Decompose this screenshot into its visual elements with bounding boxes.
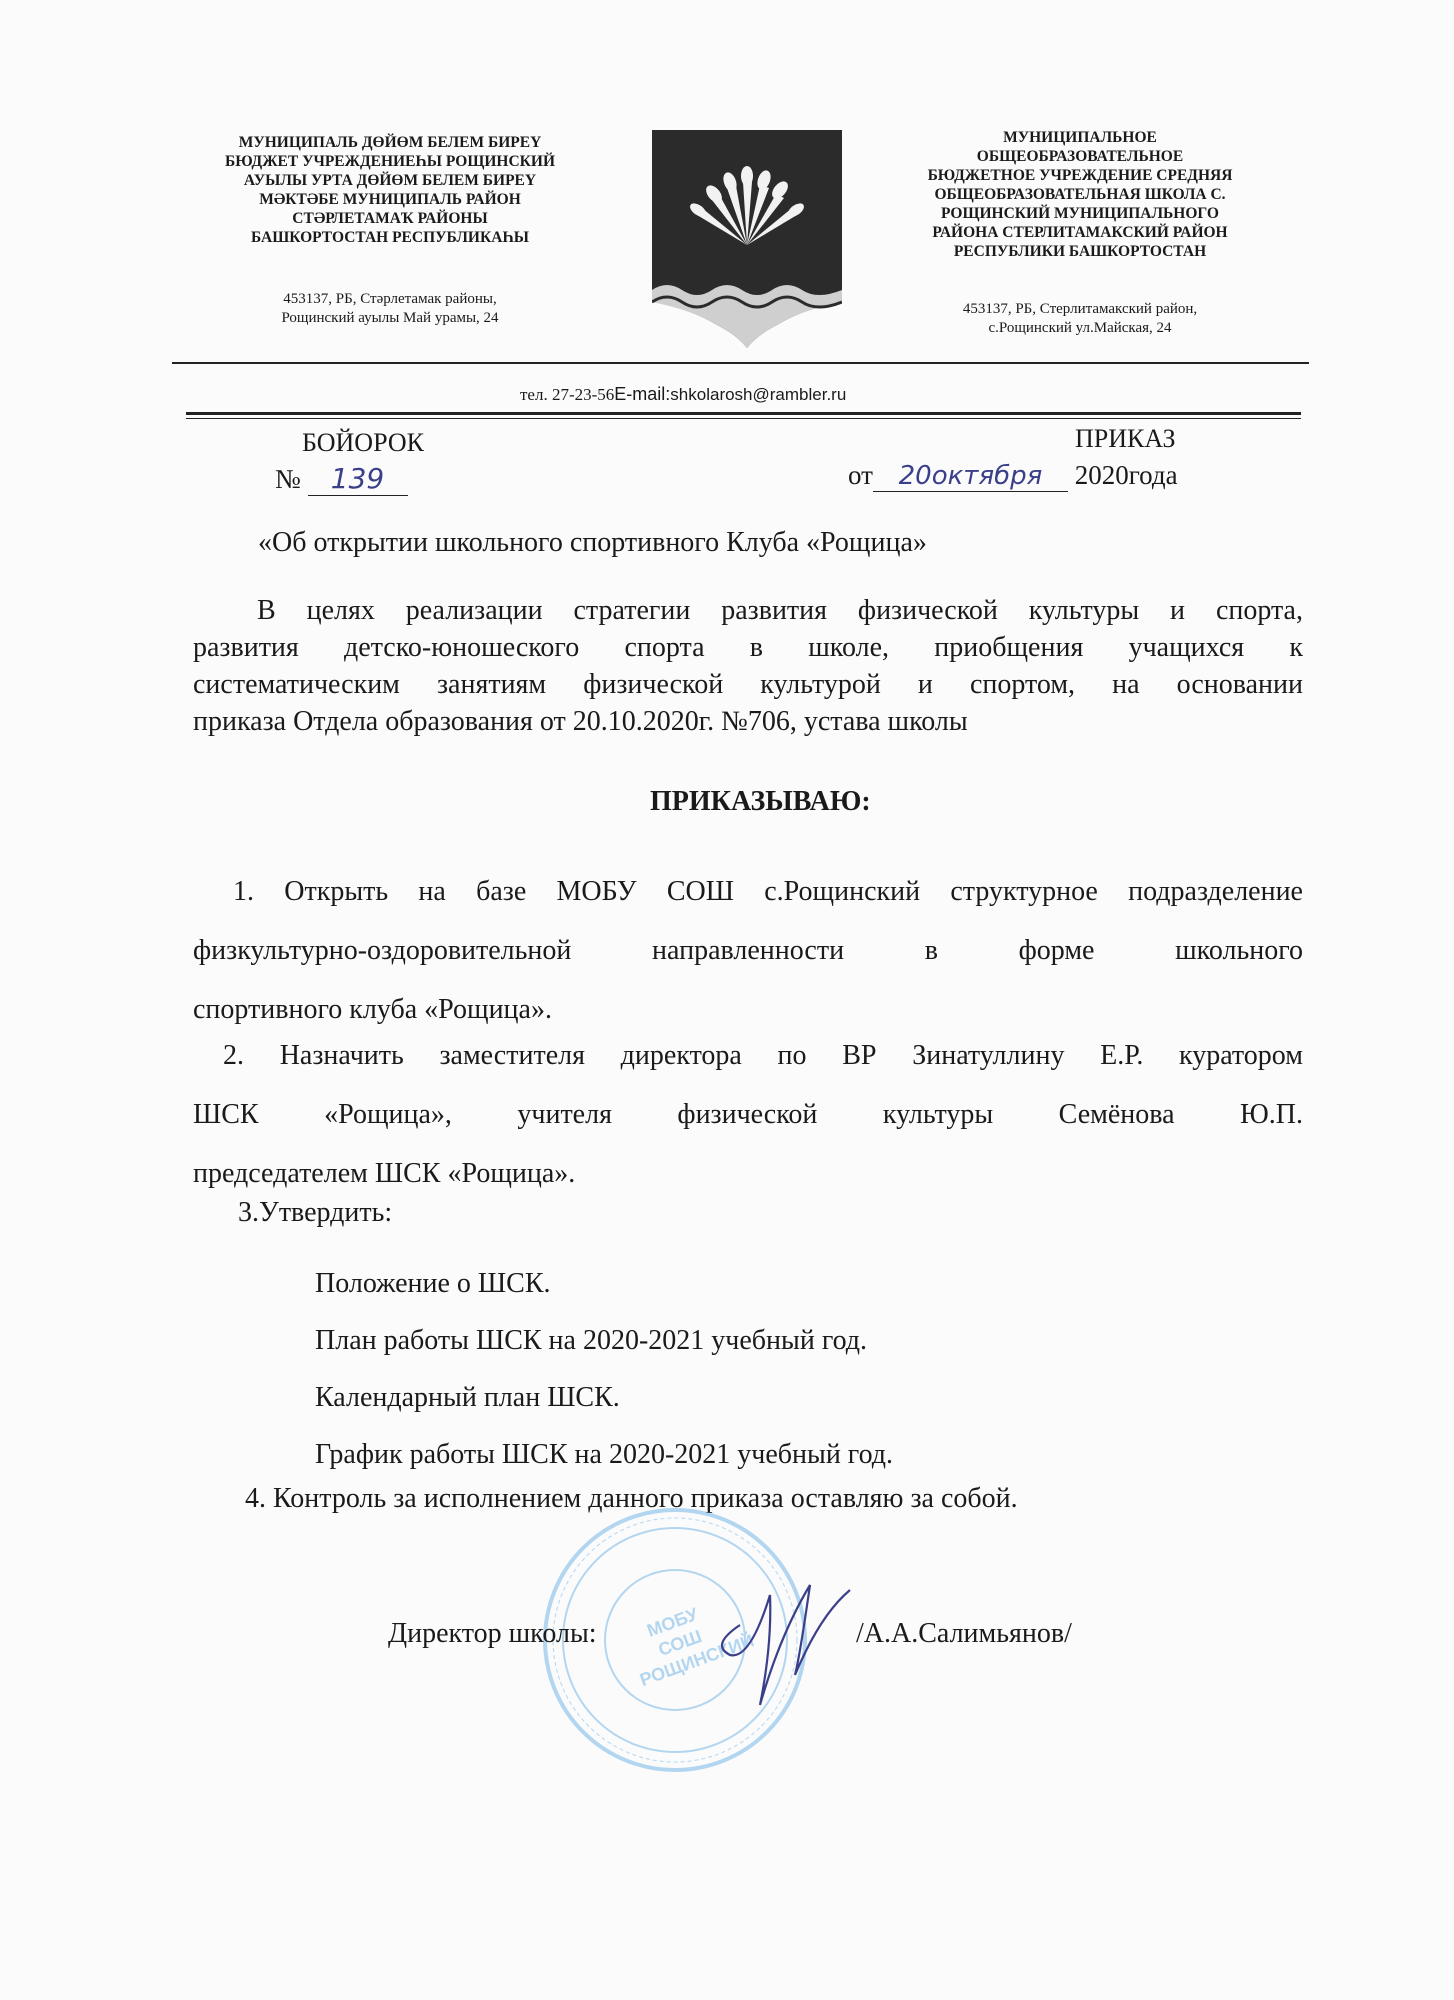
item-line: физкультурно-оздоровительной направленности в форме школьного (193, 935, 1303, 966)
header-rule-bottom-thin (186, 418, 1301, 419)
date-handwritten: 20октября (898, 461, 1043, 491)
item-line: 2. Назначить заместителя директора по ВР Зинатуллину Е.Р. куратором (223, 1040, 1303, 1071)
list-item: Календарный план ШСК. (315, 1382, 620, 1413)
item-line: спортивного клуба «Рощица». (193, 994, 552, 1025)
intro-line: приказа Отдела образования от 20.10.2020г. №706, устава школы (193, 706, 968, 737)
org-line: АУЫЛЫ УРТА ДӨЙӨМ БЕЛЕМ БИРЕҮ (243, 172, 537, 189)
intro-paragraph (193, 592, 1303, 740)
date-label: от (848, 460, 873, 490)
stamp-text: МОБУ СОШ РОЩИНСКИЙ (637, 1603, 757, 1691)
address-line: 453137, РБ, Стәрлетамак районы, (283, 291, 497, 307)
email-link[interactable]: shkolarosh@rambler.ru (670, 385, 847, 404)
coat-of-arms-emblem (652, 130, 842, 348)
org-line: РЕСПУБЛИКИ БАШКОРТОСТАН (953, 243, 1207, 260)
address-russian (880, 300, 1280, 338)
org-line: БАШКОРТОСТАН РЕСПУБЛИКАҺЫ (250, 229, 530, 246)
number-field (308, 462, 408, 496)
org-line: ОБЩЕОБРАЗОВАТЕЛЬНОЕ (976, 148, 1184, 165)
item-3-list (315, 1255, 893, 1483)
date-year: 2020года (1074, 460, 1178, 490)
item-4: 4. Контроль за исполнением данного приказа оставляю за собой. (245, 1483, 1018, 1514)
order-subject: «Об открытии школьного спортивного Клуба «Рощица» (258, 527, 927, 558)
command-heading: ПРИКАЗЫВАЮ: (650, 786, 871, 817)
org-name-bashkir (180, 133, 600, 247)
number-label: № (275, 464, 301, 494)
header-rule-bottom (186, 412, 1301, 415)
number-handwritten: 139 (330, 462, 385, 495)
org-line: РОЩИНСКИЙ МУНИЦИПАЛЬНОГО (941, 205, 1219, 222)
org-line: БЮДЖЕТНОЕ УЧРЕЖДЕНИЕ СРЕДНЯЯ (927, 167, 1233, 184)
address-line: с.Рощинский ул.Майская, 24 (988, 320, 1172, 336)
intro-line: развития детско-юношеского спорта в школе, приобщения учащихся к (193, 632, 1303, 663)
address-line: 453137, РБ, Стерлитамакский район, (962, 301, 1198, 317)
date-field (873, 460, 1068, 492)
org-line: ОБЩЕОБРАЗОВАТЕЛЬНАЯ ШКОЛА С. (934, 186, 1226, 203)
order-title-bashkir: БОЙОРОК (302, 428, 424, 457)
order-number (275, 462, 408, 496)
item-line: председателем ШСК «Рощица». (193, 1158, 576, 1189)
org-line: МУНИЦИПАЛЬНОЕ (1003, 129, 1157, 146)
item-1 (193, 862, 1303, 1039)
item-line: ШСК «Рощица», учителя физической культуры Семёнова Ю.П. (193, 1099, 1303, 1130)
header-rule-top (172, 362, 1309, 364)
signature-name: /А.А.Салимьянов/ (856, 1618, 1072, 1649)
intro-line: В целях реализации стратегии развития физической культуры и спорта, (257, 595, 1303, 626)
signature-role: Директор школы: (388, 1618, 597, 1649)
list-item: Положение о ШСК. (315, 1268, 551, 1299)
item-2 (193, 1026, 1303, 1203)
phone: тел. 27-23-56 (520, 385, 615, 404)
email-label: E-mail: (614, 384, 671, 404)
org-line: МӘКТӘБЕ МУНИЦИПАЛЬ РАЙОН (259, 191, 521, 208)
list-item: План работы ШСК на 2020-2021 учебный год. (315, 1325, 868, 1356)
order-date (848, 460, 1178, 492)
org-line: МУНИЦИПАЛЬ ДӨЙӨМ БЕЛЕМ БИРЕҮ (238, 134, 542, 151)
item-3-title: 3.Утвердить: (238, 1197, 393, 1228)
item-line: 1. Открыть на базе МОБУ СОШ с.Рощинский структурное подразделение (233, 876, 1303, 907)
contact-line (520, 384, 846, 405)
org-line: БЮДЖЕТ УЧРЕЖДЕНИЕҺЫ РОЩИНСКИЙ (225, 153, 555, 170)
org-name-russian (880, 128, 1280, 261)
order-title-russian: ПРИКАЗ (1075, 424, 1176, 453)
org-line: СТӘРЛЕТАМАҠ РАЙОНЫ (292, 210, 488, 227)
org-line: РАЙОНА СТЕРЛИТАМАКСКИЙ РАЙОН (932, 224, 1228, 241)
handwritten-signature (700, 1555, 870, 1730)
intro-line: систематическим занятиям физической культурой и спортом, на основании (193, 669, 1303, 700)
address-line: Рощинский ауылы Май урамы, 24 (281, 310, 499, 326)
address-bashkir (180, 290, 600, 328)
list-item: График работы ШСК на 2020-2021 учебный год. (315, 1439, 894, 1470)
